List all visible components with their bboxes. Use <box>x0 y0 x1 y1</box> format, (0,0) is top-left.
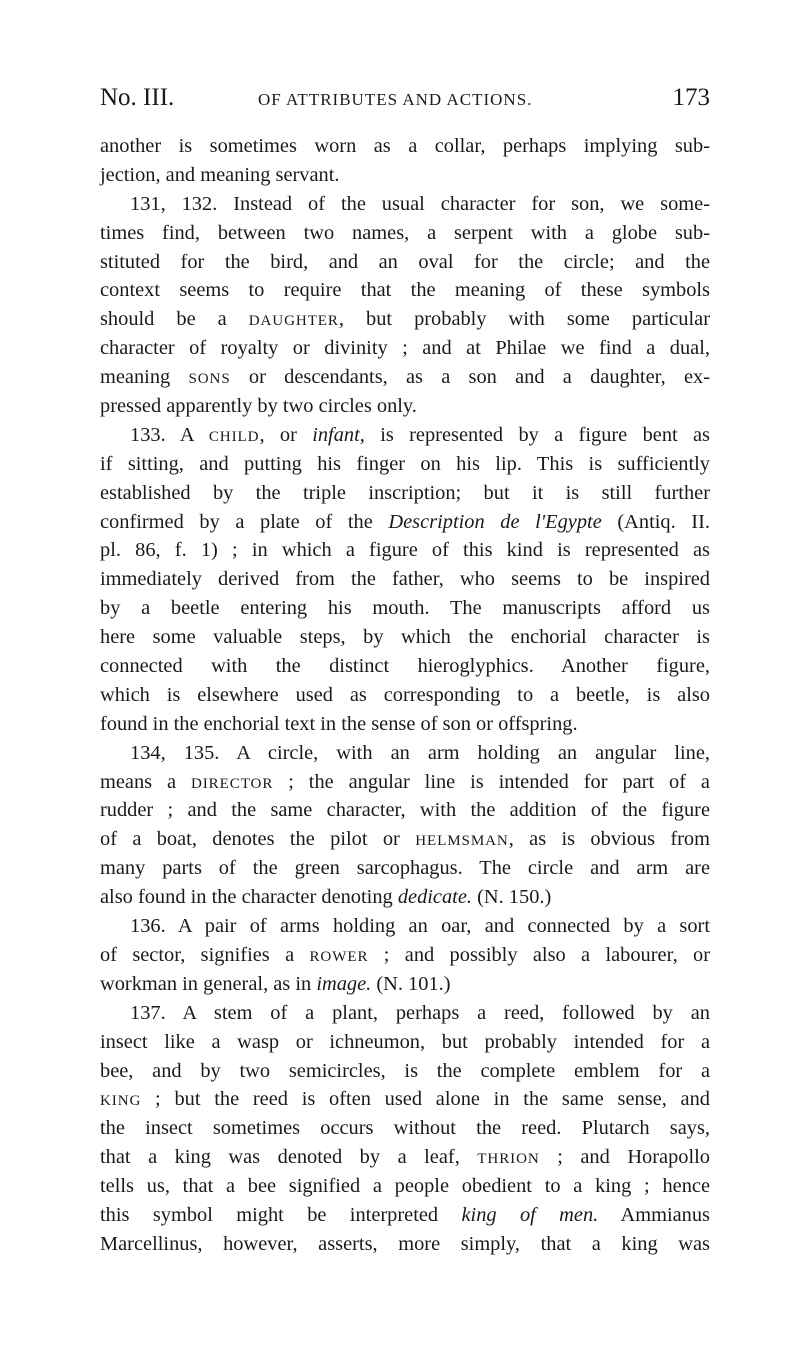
text-line <box>100 739 710 768</box>
text-run: times find, between two names, a serpent with a globe sub- <box>100 221 710 244</box>
text-line <box>100 1028 710 1057</box>
text-run: jection, and meaning servant. <box>100 163 340 186</box>
text-run: character of royalty or divinity ; and at Philae we find a dual, <box>100 337 710 360</box>
text-line <box>100 450 710 479</box>
text-line <box>100 363 710 392</box>
text-line <box>100 652 710 681</box>
text-line <box>100 1172 710 1201</box>
text-line <box>100 681 710 710</box>
text-run: tells us, that a bee signified a people obedient to a king ; hence <box>100 1175 710 1198</box>
text-run: or descendants, as a son and a daughter, ex- <box>230 366 710 389</box>
text-line <box>100 883 710 912</box>
small-caps-term: CHILD <box>208 428 260 445</box>
text-line <box>100 305 710 334</box>
text-run: of a boat, denotes the pilot or <box>100 828 416 851</box>
text-line <box>100 132 710 161</box>
text-line <box>100 1085 710 1114</box>
small-caps-term: HELMSMAN <box>415 833 509 850</box>
text-run: , but probably with some particular <box>338 308 710 331</box>
text-run: connected with the distinct hieroglyphics. Another figure, <box>100 655 710 678</box>
text-run: this symbol might be interpreted <box>100 1203 462 1226</box>
text-run: 137. A stem of a plant, perhaps a reed, followed by an <box>130 1001 710 1024</box>
small-caps-term: KING <box>100 1093 142 1110</box>
text-run: Marcellinus, however, asserts, more simply, that a king was <box>100 1232 710 1255</box>
text-line <box>100 854 710 883</box>
text-line <box>100 710 710 739</box>
text-run: immediately derived from the father, who seems to be inspired <box>100 568 710 591</box>
text-run: many parts of the green sarcophagus. The circle and arm are <box>100 857 710 880</box>
text-run: pressed apparently by two circles only. <box>100 395 417 418</box>
text-run: workman in general, as in <box>100 972 317 995</box>
text-run: which is elsewhere used as corresponding to a beetle, is also <box>100 683 710 706</box>
text-run: means a <box>100 770 191 793</box>
text-run: stituted for the bird, and an oval for the circle; and the <box>100 250 710 273</box>
text-run: , or <box>259 423 313 446</box>
text-run: (Antiq. II. <box>601 510 710 533</box>
running-header <box>100 84 710 118</box>
text-run: meaning <box>100 366 189 389</box>
text-run: insect like a wasp or ichneumon, but probably intended for a <box>100 1030 710 1053</box>
italic-term: dedicate. <box>397 886 472 909</box>
text-run: (N. 150.) <box>472 886 552 909</box>
small-caps-term: DAUGHTER <box>248 313 339 330</box>
text-line <box>100 161 710 190</box>
text-run: context seems to require that the meaning of these symbols <box>100 279 710 302</box>
text-line <box>100 276 710 305</box>
text-line <box>100 912 710 941</box>
text-line <box>100 1230 710 1259</box>
text-line <box>100 536 710 565</box>
text-run: ; and possibly also a labourer, or <box>368 943 710 966</box>
text-run: 136. A pair of arms holding an oar, and connected by a sort <box>130 915 710 938</box>
text-run: 133. A <box>130 423 209 446</box>
text-run: here some valuable steps, by which the enchorial character is <box>100 626 710 649</box>
section-label: No. III. <box>100 84 175 111</box>
text-line <box>100 825 710 854</box>
text-run: if sitting, and putting his finger on his lip. This is sufficiently <box>100 452 710 475</box>
text-run: pl. 86, f. 1) ; in which a figure of this kind is represented as <box>100 539 710 562</box>
text-run: of sector, signifies a <box>100 943 310 966</box>
running-title: OF ATTRIBUTES AND ACTIONS. <box>258 90 533 109</box>
page-number: 173 <box>672 84 710 111</box>
text-run: also found in the character denoting <box>100 886 398 909</box>
text-line <box>100 970 710 999</box>
body-text <box>100 132 710 1259</box>
text-line <box>100 1057 710 1086</box>
text-line <box>100 999 710 1028</box>
text-line <box>100 248 710 277</box>
text-run: established by the triple inscription; but it is still further <box>100 481 710 504</box>
text-line <box>100 508 710 537</box>
text-line <box>100 594 710 623</box>
italic-term: Description de l'Egypte <box>388 510 602 533</box>
text-run: found in the enchorial text in the sense of son or offspring. <box>100 712 578 735</box>
text-run: should be a <box>100 308 249 331</box>
text-line <box>100 1114 710 1143</box>
text-run: ; and Horapollo <box>539 1146 710 1169</box>
text-line <box>100 565 710 594</box>
text-line <box>100 623 710 652</box>
small-caps-term: DIRECTOR <box>190 775 274 792</box>
text-run: , as is obvious from <box>508 828 710 851</box>
text-run: bee, and by two semicircles, is the complete emblem for a <box>100 1059 710 1082</box>
text-line <box>100 392 710 421</box>
text-run: rudder ; and the same character, with the addition of the figure <box>100 799 710 822</box>
text-run: 134, 135. A circle, with an arm holding an angular line, <box>130 741 710 764</box>
text-run: confirmed by a plate of the <box>100 510 389 533</box>
text-run: (N. 101.) <box>371 972 451 995</box>
text-line <box>100 768 710 797</box>
text-line <box>100 190 710 219</box>
text-run: ; the angular line is intended for part of a <box>273 770 710 793</box>
text-line <box>100 334 710 363</box>
text-line <box>100 219 710 248</box>
text-line <box>100 479 710 508</box>
text-run: Ammianus <box>598 1203 710 1226</box>
text-line <box>100 1143 710 1172</box>
text-run: by a beetle entering his mouth. The manuscripts afford us <box>100 597 710 620</box>
text-run: another is sometimes worn as a collar, perhaps implying sub- <box>100 135 710 157</box>
text-run: the insect sometimes occurs without the reed. Plutarch says, <box>100 1117 710 1140</box>
text-line <box>100 1201 710 1230</box>
small-caps-term: THRION <box>477 1151 540 1168</box>
text-run: 131, 132. Instead of the usual character for son, we some- <box>130 192 710 215</box>
text-run: ; but the reed is often used alone in the same sense, and <box>141 1088 710 1111</box>
text-line <box>100 796 710 825</box>
italic-term: king of men. <box>461 1203 599 1226</box>
text-line <box>100 421 710 450</box>
text-run: that a king was denoted by a leaf, <box>100 1146 478 1169</box>
italic-term: image. <box>316 972 372 995</box>
text-run: , is represented by a figure bent as <box>359 423 710 446</box>
italic-term: infant <box>312 423 360 446</box>
text-line <box>100 941 710 970</box>
small-caps-term: SONS <box>188 371 231 388</box>
small-caps-term: ROWER <box>309 948 369 965</box>
